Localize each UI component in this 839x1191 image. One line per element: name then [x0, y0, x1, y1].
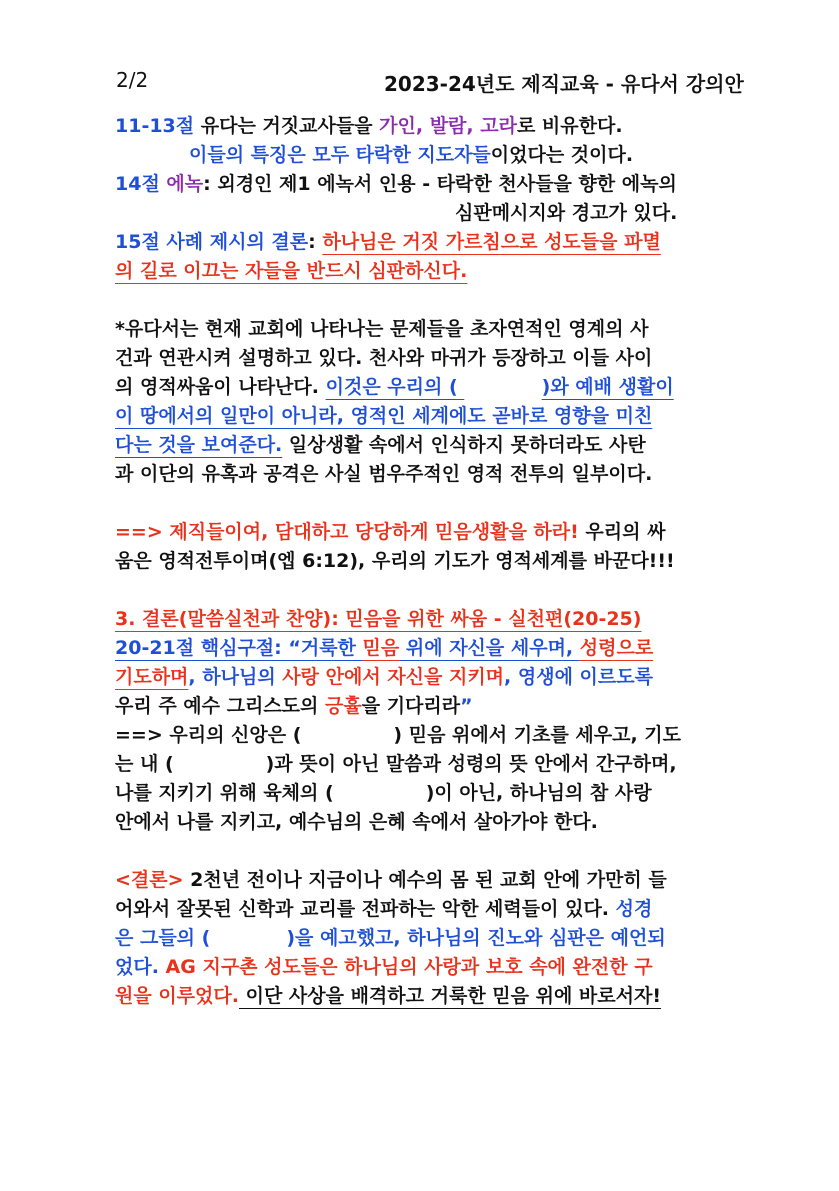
explanation-line-3: 의 영적싸움이 나타난다. 이것은 우리의 ( )와 예배 생활이 [115, 373, 725, 402]
final-line-5: 원을 이루었다. 이단 사상을 배격하고 거룩한 믿음 위에 바로서자! [115, 985, 662, 1007]
final-line-4: 었다. AG 지구촌 성도들은 하나님의 사랑과 보호 속에 완전한 구 [115, 956, 653, 978]
exhortation-line-1: ==> 제직들이여, 담대하고 당당하게 믿음생활을 하라! 우리의 싸 [115, 521, 666, 543]
section-final-conclusion [115, 866, 725, 1011]
explanation-line-2: 건과 연관시켜 설명하고 있다. 천사와 마귀가 등장하고 이들 사이 [115, 347, 653, 369]
key-verse-line-1: 20-21절 핵심구절: “거룩한 믿음 위에 자신을 세우며, 성령으로 [115, 637, 654, 659]
key-verse-line-3: 우리 주 예수 그리스도의 긍휼을 기다리라” [115, 695, 473, 717]
fill-blank [458, 373, 542, 402]
key-verse-line-2: 기도하며, 하나님의 사랑 안에서 자신을 지키며, 영생에 이르도록 [115, 666, 653, 688]
fill-blank [174, 750, 266, 779]
verse-14-line: 14절 에녹: 외경인 제1 에녹서 인용 - 타락한 천사들을 향한 에녹의 [115, 173, 677, 195]
page-number: 2/2 [116, 68, 149, 92]
final-line-2: 어와서 잘못된 신학과 교리를 전파하는 악한 세력들이 있다. 성경 [115, 898, 653, 920]
verse-15-line: 15절 사례 제시의 결론: 하나님은 거짓 가르침으로 성도들을 파멸 [115, 231, 661, 253]
verse-15-line-2: 의 길로 이끄는 자들을 반드시 심판하신다. [115, 260, 468, 282]
exhortation-line-2: 움은 영적전투이며(엡 6:12), 우리의 기도가 영적세계를 바꾼다!!! [115, 550, 675, 572]
application-line-2: 는 내 ( )과 뜻이 아닌 말씀과 성령의 뜻 안에서 간구하며, [115, 750, 725, 779]
fill-blank [301, 721, 393, 750]
lecture-content [115, 112, 725, 1011]
section-explanation [115, 315, 725, 489]
document-title: 2023-24년도 제직교육 - 유다서 강의안 [384, 72, 744, 96]
conclusion-heading: 3. 결론(말씀실천과 찬양): 믿음을 위한 싸움 - 실천편(20-25) [115, 608, 642, 630]
section-verses [115, 112, 725, 286]
section-exhortation [115, 518, 725, 576]
final-line-1: <결론> 2천년 전이나 지금이나 예수의 몸 된 교회 안에 가만히 들 [115, 869, 667, 891]
fill-blank [334, 779, 426, 808]
explanation-line-5: 다는 것을 보여준다. 일상생활 속에서 인식하지 못하더라도 사탄 [115, 434, 646, 456]
application-line-1: ==> 우리의 신앙은 ( ) 믿음 위에서 기초를 세우고, 기도 [115, 721, 725, 750]
explanation-line-6: 과 이단의 유혹과 공격은 사실 범우주적인 영적 전투의 일부이다. [115, 463, 653, 485]
explanation-line-4: 이 땅에서의 일만이 아니라, 영적인 세계에도 곧바로 영향을 미친 [115, 405, 653, 427]
application-line-4: 안에서 나를 지키고, 예수님의 은혜 속에서 살아가야 한다. [115, 811, 598, 833]
verse-14-line-2: 심판메시지와 경고가 있다. [455, 202, 678, 224]
fill-blank [210, 924, 286, 953]
verse-11-13-line-2: 이들의 특징은 모두 타락한 지도자들이었다는 것이다. [189, 144, 634, 166]
final-line-3: 은 그들의 ( )을 예고했고, 하나님의 진노와 심판은 예언되 [115, 924, 725, 953]
verse-11-13-line: 11-13절 유다는 거짓교사들을 가인, 발람, 고라로 비유한다. [115, 115, 623, 137]
section-conclusion-practice [115, 605, 725, 837]
application-line-3: 나를 지키기 위해 육체의 ( )이 아닌, 하나님의 참 사랑 [115, 779, 725, 808]
explanation-line-1: *유다서는 현재 교회에 나타나는 문제들을 초자연적인 영계의 사 [115, 318, 649, 340]
